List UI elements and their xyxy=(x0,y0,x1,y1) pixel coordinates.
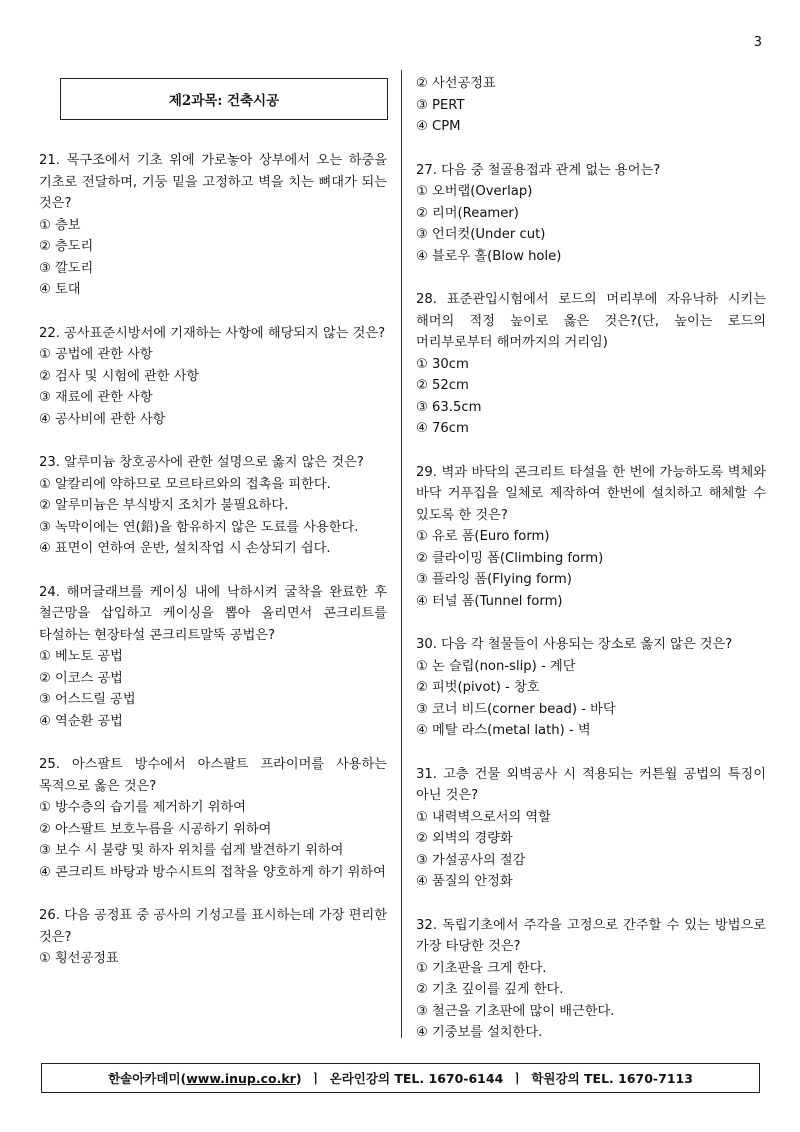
question-stem: 21. 목구조에서 기초 위에 가로놓아 상부에서 오는 하중을 기초로 전달하며, 기둥 밑을 고정하고 벽을 치는 뼈대가 되는 것은? xyxy=(39,153,387,211)
page-number: 3 xyxy=(753,35,762,50)
answer-choice: ① 공법에 관한 사항 xyxy=(39,347,153,362)
answer-choice: ② 기초 깊이를 깊게 한다. xyxy=(416,982,564,997)
question-block xyxy=(416,160,766,268)
answer-choice: ① 횡선공정표 xyxy=(39,951,119,966)
answer-choice: ④ 블로우 홀(Blow hole) xyxy=(416,248,562,264)
answer-choice: ② 피벗(pivot) - 창호 xyxy=(416,680,540,695)
answer-choice: ③ 가설공사의 절감 xyxy=(416,852,526,868)
column-divider xyxy=(401,70,402,1038)
answer-choice: ① 오버랩(Overlap) xyxy=(416,184,533,199)
answer-choice: ① 베노토 공법 xyxy=(39,649,123,664)
answer-choice: ① 유로 폼(Euro form) xyxy=(416,529,550,544)
answer-choice: ② 검사 및 시험에 관한 사항 xyxy=(39,368,200,384)
footer-url-link[interactable]: www.inup.co.kr xyxy=(186,1070,296,1086)
question-block xyxy=(39,150,387,301)
question-gap xyxy=(39,560,387,582)
question-gap xyxy=(416,742,766,764)
footer-separator: ㅣ xyxy=(309,1071,322,1086)
question-gap xyxy=(39,430,387,452)
question-gap xyxy=(39,301,387,323)
question-block xyxy=(416,764,766,893)
answer-choice: ② 아스팔트 보호누름을 시공하기 위하여 xyxy=(39,821,272,837)
answer-choice: ① 논 슬립(non-slip) - 계단 xyxy=(416,658,576,674)
answer-choice: ④ 토대 xyxy=(39,282,81,297)
section-title-box xyxy=(60,78,388,120)
question-stem: 29. 벽과 바닥의 콘크리트 타설을 한 번에 가능하도록 벽체와 바닥 거푸집을 일체로 제작하여 한번에 설치하고 해체할 수 있도록 한 것은? xyxy=(416,464,766,523)
answer-choice: ② 알루미늄은 부식방지 조치가 불필요하다. xyxy=(39,498,289,513)
right-column xyxy=(416,73,766,1044)
question-stem: 31. 고층 건물 외벽공사 시 적용되는 커튼월 공법의 특징이 아닌 것은? xyxy=(416,766,766,803)
answer-choice: ③ PERT xyxy=(416,97,465,113)
footer-academy: 한솔아카데미( xyxy=(108,1071,187,1086)
footer-online-tel: 온라인강의 TEL. 1670-6144 xyxy=(329,1071,504,1086)
answer-choice: ① 기초판을 크게 한다. xyxy=(416,960,547,976)
answer-choice: ③ 코너 비드(corner bead) - 바닥 xyxy=(416,701,616,717)
answer-choice: ④ 기중보를 설치한다. xyxy=(416,1025,543,1040)
question-block xyxy=(39,905,387,970)
question-gap xyxy=(416,893,766,915)
answer-choice: ② 외벽의 경량화 xyxy=(416,831,513,846)
answer-choice: ③ 어스드릴 공법 xyxy=(39,692,136,707)
question-stem: 26. 다음 공정표 중 공사의 기성고를 표시하는데 가장 편리한 것은? xyxy=(39,908,387,945)
answer-choice: ④ 표면이 연하여 운반, 설치작업 시 손상되기 쉽다. xyxy=(39,541,331,556)
answer-choice: ② 이코스 공법 xyxy=(39,670,123,686)
answer-choice: ③ 언더컷(Under cut) xyxy=(416,227,546,242)
answer-choice: ④ 역순환 공법 xyxy=(39,713,123,729)
question-stem: 27. 다음 중 철골용접과 관계 없는 용어는? xyxy=(416,162,661,178)
question-stem: 30. 다음 각 철물들이 사용되는 장소로 옳지 않은 것은? xyxy=(416,637,733,652)
answer-choice: ① 방수층의 습기를 제거하기 위하여 xyxy=(39,800,246,815)
answer-choice: ② 사선공정표 xyxy=(416,76,496,91)
footer xyxy=(41,1063,760,1093)
question-block xyxy=(416,73,766,138)
answer-choice: ② 52cm xyxy=(416,378,469,393)
question-block xyxy=(416,462,766,613)
section-title: 제2과목: 건축시공 xyxy=(168,93,280,109)
footer-separator: ㅣ xyxy=(511,1071,524,1086)
answer-choice: ④ 품질의 안정화 xyxy=(416,874,513,889)
answer-choice: ④ 메탈 라스(metal lath) - 벽 xyxy=(416,723,591,738)
question-stem: 25. 아스팔트 방수에서 아스팔트 프라이머를 사용하는 목적으로 옳은 것은? xyxy=(39,757,387,794)
question-gap xyxy=(416,267,766,289)
question-block xyxy=(39,582,387,733)
answer-choice: ① 내력벽으로서의 역할 xyxy=(416,809,551,825)
question-block xyxy=(39,452,387,560)
answer-choice: ③ 깔도리 xyxy=(39,260,94,276)
question-gap xyxy=(416,440,766,462)
answer-choice: ③ 63.5cm xyxy=(416,399,482,415)
answer-choice: ① 층보 xyxy=(39,217,81,233)
answer-choice: ② 클라이밍 폼(Climbing form) xyxy=(416,550,604,566)
answer-choice: ④ 공사비에 관한 사항 xyxy=(39,411,166,427)
question-stem: 22. 공사표준시방서에 기재하는 사항에 해당되지 않는 것은? xyxy=(39,325,386,341)
answer-choice: ③ 녹막이에는 연(鉛)을 함유하지 않은 도료를 사용한다. xyxy=(39,519,359,535)
question-block xyxy=(416,634,766,742)
answer-choice: ④ 콘크리트 바탕과 방수시트의 접착을 양호하게 하기 위하여 xyxy=(39,864,386,880)
answer-choice: ④ CPM xyxy=(416,119,461,134)
question-block xyxy=(416,289,766,440)
answer-choice: ③ 플라잉 폼(Flying form) xyxy=(416,572,572,587)
question-gap xyxy=(39,883,387,905)
question-block xyxy=(39,754,387,883)
question-stem: 28. 표준관입시험에서 로드의 머리부에 자유낙하 시키는 해머의 적정 높이로 옳은 것은?(단, 높이는 로드의 머리부로부터 해머까지의 거리임) xyxy=(416,292,766,350)
question-block xyxy=(416,915,766,1044)
answer-choice: ② 리머(Reamer) xyxy=(416,205,519,221)
question-gap xyxy=(39,732,387,754)
question-gap xyxy=(416,612,766,634)
answer-choice: ④ 터널 폼(Tunnel form) xyxy=(416,593,563,609)
answer-choice: ① 30cm xyxy=(416,356,469,372)
answer-choice: ③ 재료에 관한 사항 xyxy=(39,390,153,405)
answer-choice: ① 알칼리에 약하므로 모르타르와의 접촉을 피한다. xyxy=(39,476,331,492)
question-stem: 32. 독립기초에서 주각을 고정으로 간주할 수 있는 방법으로 가장 타당한 것은? xyxy=(416,917,766,954)
footer-offline-tel: 학원강의 TEL. 1670-7113 xyxy=(531,1071,693,1086)
footer-academy-close: ) xyxy=(295,1070,302,1086)
left-column xyxy=(39,150,387,970)
question-stem: 23. 알루미늄 창호공사에 관한 설명으로 옳지 않은 것은? xyxy=(39,455,364,470)
answer-choice: ③ 철근을 기초판에 많이 배근한다. xyxy=(416,1003,615,1019)
question-block xyxy=(39,323,387,431)
question-gap xyxy=(416,138,766,160)
answer-choice: ② 층도리 xyxy=(39,239,94,254)
answer-choice: ④ 76cm xyxy=(416,421,469,436)
answer-choice: ③ 보수 시 불량 및 하자 위치를 쉽게 발견하기 위하여 xyxy=(39,843,344,858)
question-stem: 24. 해머글래브를 케이싱 내에 낙하시켜 굴착을 완료한 후 철근망을 삽입하고 케이싱을 뽑아 올리면서 콘크리트를 타설하는 현장타설 콘크리트말뚝 공법은? xyxy=(39,584,387,643)
